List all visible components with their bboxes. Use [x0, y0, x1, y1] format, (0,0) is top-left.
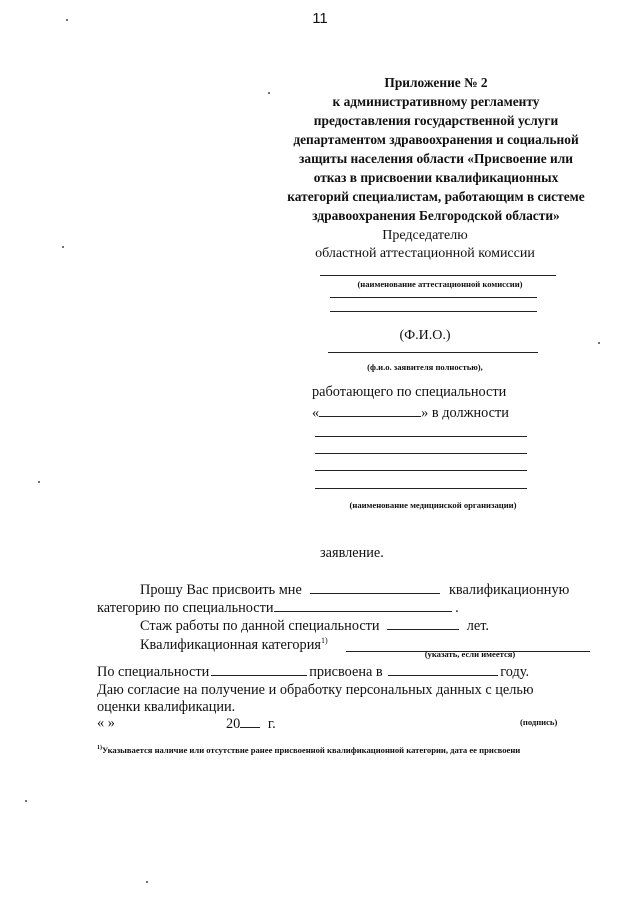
quote-open: « [312, 405, 320, 421]
header-line: категорий специалистам, работающим в системе [287, 189, 585, 204]
appendix-header [262, 73, 610, 225]
working-specialty-label: работающего по специальности [312, 384, 507, 400]
years-label: лет. [466, 618, 489, 634]
request-text-end: квалификационную [448, 582, 570, 598]
qualification-category-label: Квалификационная категория [140, 636, 321, 653]
consent-line2: оценки квалификации. [97, 699, 236, 715]
fio-label: (Ф.И.О.) [399, 328, 451, 343]
specialty-blank [319, 404, 421, 417]
experience-line [140, 617, 489, 635]
header-line: департаментом здравоохранения и социальной [293, 132, 579, 147]
organization-caption: (наименование медицинской организации) [349, 500, 517, 510]
commission-name-line [320, 275, 556, 276]
consent-line1: Даю согласие на получение и обработку персональных данных с целью [97, 682, 534, 698]
scan-speck [66, 19, 68, 21]
organization-line [315, 436, 527, 437]
footnote-text: Указывается наличие или отсутствие ранее присвоенной квалификационной категории, дата ее присвоени [102, 744, 521, 755]
footnote-ref: 1) [320, 636, 328, 645]
category-specialty-label: категорию по специальности [97, 600, 274, 616]
header-line: Приложение № 2 [384, 75, 488, 90]
year-g: г. [267, 716, 276, 732]
footnote-marker: 1) [97, 745, 102, 751]
request-line [140, 581, 569, 599]
assigned-line [97, 663, 529, 681]
year-suffix: году. [500, 664, 530, 680]
category-specialty-line [97, 599, 459, 617]
position-line [312, 404, 509, 422]
commission-caption: (наименование аттестационной комиссии) [357, 279, 523, 289]
assigned-year-blank [388, 663, 498, 676]
organization-line [315, 453, 527, 454]
experience-label: Стаж работы по данной специальности [140, 618, 380, 634]
header-line: защиты населения области «Присвоение или [299, 151, 573, 166]
commission-extra-line [330, 311, 537, 312]
page-number: 11 [312, 10, 328, 27]
scan-speck [25, 800, 27, 802]
scan-speck [268, 92, 270, 94]
assigned-specialty-blank [211, 663, 307, 676]
assigned-in-label: присвоена в [309, 664, 383, 680]
date-year-line [226, 715, 276, 733]
category-blank [310, 581, 440, 594]
header-line: отказ в присвоении квалификационных [313, 170, 559, 185]
statement-title: заявление. [320, 545, 384, 561]
commission-extra-line [330, 297, 537, 298]
indicate-caption: (указать, если имеется) [424, 649, 516, 659]
addressee-line2: областной аттестационной комиссии [315, 246, 535, 261]
scan-speck [62, 246, 64, 248]
scan-speck [146, 881, 148, 883]
header-line: здравоохранения Белгородской области» [312, 208, 560, 223]
header-line: предоставления государственной услуги [313, 113, 559, 128]
scan-speck [598, 342, 600, 344]
applicant-caption: (ф.и.о. заявителя полностью), [367, 362, 483, 372]
signature-label: (подпись) [520, 717, 558, 727]
specialty-name-blank [274, 599, 452, 612]
footnote [97, 742, 567, 757]
addressee-line1: Председателю [382, 228, 468, 243]
request-text: Прошу Вас присвоить мне [140, 582, 302, 598]
date-open: « » [97, 715, 115, 731]
header-line: к административному регламенту [332, 94, 540, 109]
year-prefix: 20 [226, 716, 241, 732]
scan-speck [38, 481, 40, 483]
applicant-name-line [328, 352, 538, 353]
organization-line [315, 470, 527, 471]
by-specialty-label: По специальности [97, 664, 210, 680]
year-blank [240, 715, 260, 728]
period: . [455, 600, 459, 616]
position-label: » в должности [421, 405, 509, 421]
experience-blank [387, 617, 459, 630]
qualification-category-line [140, 636, 328, 654]
organization-line [315, 488, 527, 489]
